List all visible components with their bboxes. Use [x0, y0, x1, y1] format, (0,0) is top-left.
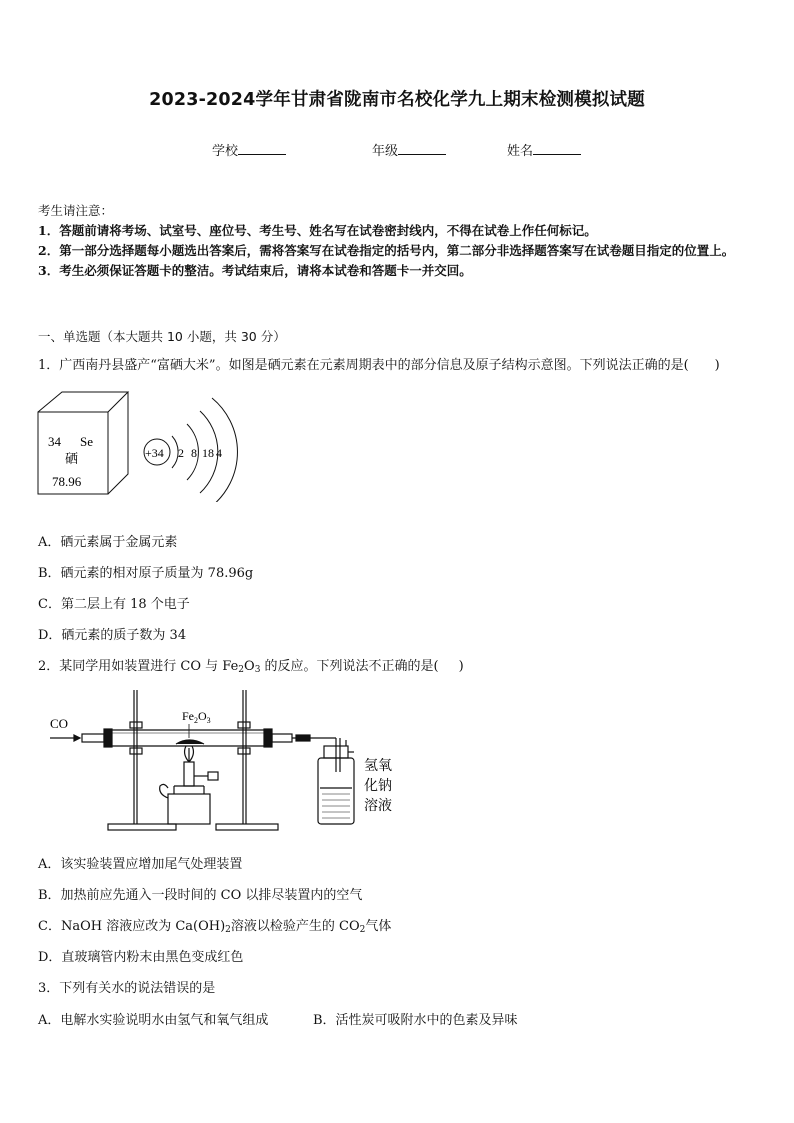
atomic-number: 34: [48, 434, 61, 449]
name-field: [507, 140, 581, 159]
school-label: 学校: [212, 144, 239, 159]
co-label: CO: [50, 716, 69, 731]
element-symbol: Se: [80, 434, 93, 449]
q1-option-c[interactable]: C．第二层上有 18 个电子: [38, 597, 190, 612]
section-title: 一、单选题（本大题共 10 小题，共 30 分）: [38, 329, 286, 344]
q1-stem: 1．广西南丹县盛产“富硒大米”。如图是硒元素在元素周期表中的部分信息及原子结构示意图。下列说法正确的是( ): [38, 358, 720, 373]
q1-figure: [30, 384, 260, 502]
grade-field: [372, 140, 446, 159]
shell-1: 2: [178, 446, 184, 460]
q2-stem: 2．某同学用如装置进行 CO 与 $Fe_2O_3$ 的反应。下列说法不正确的是( ): [38, 659, 464, 675]
q2-option-a[interactable]: A．该实验装置应增加尾气处理装置: [38, 857, 243, 872]
grade-blank[interactable]: [398, 143, 446, 155]
q2-option-c[interactable]: C．NaOH 溶液应改为 $Ca(OH)_2$溶液以检验产生的 $CO_2$气体: [38, 919, 392, 935]
q1-option-a[interactable]: A．硒元素属于金属元素: [38, 535, 178, 550]
school-blank[interactable]: [238, 143, 286, 155]
notice-item-1: 1．答题前请将考场、试室号、座位号、考生号、姓名写在试卷密封线内，不得在试卷上作任何标记。: [38, 223, 597, 238]
naoh-label-2: 化钠: [364, 779, 392, 794]
notice-item-3: 3．考生必须保证答题卡的整洁。考试结束后，请将本试卷和答题卡一并交回。: [38, 263, 472, 278]
notice-block: [38, 201, 758, 281]
q2-option-b[interactable]: B．加热前应先通入一段时间的 CO 以排尽装置内的空气: [38, 888, 363, 903]
shell-4: 4: [216, 446, 222, 460]
page-title: 2023-2024学年甘肃省陇南市名校化学九上期末检测模拟试题: [149, 90, 645, 110]
q2-option-d[interactable]: D．直玻璃管内粉末由黑色变成红色: [38, 950, 244, 965]
atomic-mass: 78.96: [52, 474, 82, 489]
naoh-label-3: 溶液: [364, 799, 392, 814]
name-blank[interactable]: [533, 143, 581, 155]
q1-option-b[interactable]: B．硒元素的相对原子质量为 78.96g: [38, 566, 254, 581]
shell-3: 18: [202, 446, 214, 460]
element-name: 硒: [65, 451, 79, 466]
q3-option-a[interactable]: A．电解水实验说明水由氢气和氧气组成: [38, 1013, 269, 1028]
school-field: [212, 140, 286, 159]
name-label: 姓名: [507, 144, 534, 159]
notice-heading: 考生请注意：: [38, 203, 114, 218]
notice-item-2: 2．第一部分选择题每小题选出答案后，需将答案写在试卷指定的括号内，第二部分非选择题答案写在试卷题目指定的位置上。: [38, 243, 735, 258]
q2-apparatus-figure: [46, 686, 406, 832]
fe2o3-label: $Fe_2O_3$: [182, 709, 211, 725]
q3-option-b[interactable]: B．活性炭可吸附水中的色素及异味: [313, 1013, 518, 1028]
grade-label: 年级: [372, 144, 399, 159]
q3-stem: 3．下列有关水的说法错误的是: [38, 981, 216, 996]
q1-option-d[interactable]: D．硒元素的质子数为 34: [38, 628, 187, 643]
naoh-label-1: 氢氧: [364, 759, 392, 774]
nucleus-charge: +34: [145, 446, 164, 460]
shell-2: 8: [191, 446, 197, 460]
